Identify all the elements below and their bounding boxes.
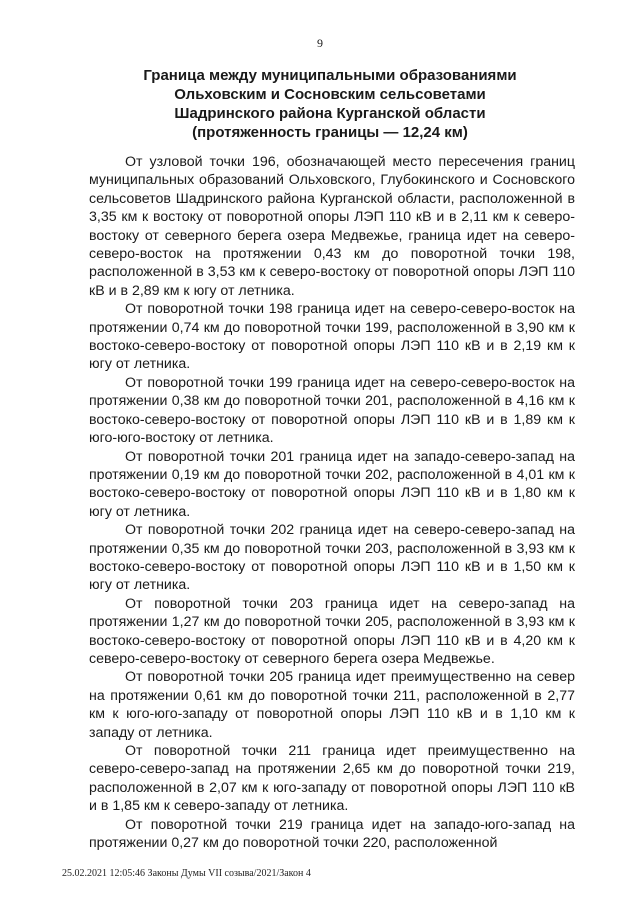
paragraph: От узловой точки 196, обозначающей место пересечения границ муниципальных образований Ольховского, Глубокинского и Сосновского сельсоветов Шадринского района Курганской области, расположенной в 3,35 км к востоку от поворотной опоры ЛЭП 110 кВ и в 2,11 км к северо-востоку от северного берега озера Медвежье, граница идет на северо-северо-восток на протяжении 0,43 км до поворотной точки 198, расположенной в 3,53 км к северо-востоку от поворотной опоры ЛЭП 110 кВ и в 2,89 км к югу от летника. (89, 154, 575, 299)
paragraph: От поворотной точки 198 граница идет на северо-северо-восток на протяжении 0,74 км до поворотной точки 199, расположенной в 3,90 км к востоко-северо-востоку от поворотной опоры ЛЭП 110 кВ и в 2,19 км к югу от летника. (89, 301, 575, 373)
paragraph: От поворотной точки 203 граница идет на северо-запад на протяжении 1,27 км до поворотной точки 205, расположенной в 3,93 км к востоко-северо-востоку от поворотной опоры ЛЭП 110 кВ и в 4,20 км к северо-северо-востоку от северного берега озера Медвежье. (89, 595, 575, 667)
document-title (70, 66, 590, 142)
title-line: Граница между муниципальными образованиями (143, 67, 517, 84)
paragraph: От поворотной точки 205 граница идет преимущественно на север на протяжении 0,61 км до поворотной точки 211, расположенной в 2,77 км к юго-юго-западу от поворотной опоры ЛЭП 110 кВ и в 1,10 км к западу от летника. (89, 669, 575, 741)
title-line: Шадринского района Курганской области (174, 105, 486, 122)
paragraph: От поворотной точки 201 граница идет на западо-северо-запад на протяжении 0,19 км до поворотной точки 202, расположенной в 4,01 км к востоко-северо-востоку от поворотной опоры ЛЭП 110 кВ и в 1,80 км к югу от летника. (89, 448, 575, 520)
paragraph: От поворотной точки 219 граница идет на западо-юго-запад на протяжении 0,27 км до поворотной точки 220, расположенной (89, 816, 575, 852)
paragraph: От поворотной точки 199 граница идет на северо-северо-восток на протяжении 0,38 км до поворотной точки 201, расположенной в 4,16 км к востоко-северо-востоку от поворотной опоры ЛЭП 110 кВ и в 1,89 км к юго-юго-востоку от летника. (89, 374, 575, 447)
footer-stamp: 25.02.2021 12:05:46 Законы Думы VII созыва/2021/Закон 4 (62, 868, 311, 879)
document-body (89, 153, 575, 852)
paragraph: От поворотной точки 202 граница идет на северо-северо-запад на протяжении 0,35 км до поворотной точки 203, расположенной в 3,93 км к востоко-северо-востоку от поворотной опоры ЛЭП 110 кВ и в 1,50 км к югу от летника. (89, 522, 575, 594)
page-number: 9 (317, 36, 323, 50)
title-line: (протяженность границы — 12,24 км) (192, 124, 468, 141)
paragraph: От поворотной точки 211 граница идет преимущественно на северо-северо-запад на протяжении 2,65 км до поворотной точки 219, расположенной в 2,07 км к юго-западу от поворотной опоры ЛЭП 110 кВ и в 1,85 км к северо-западу от летника. (89, 743, 575, 815)
title-line: Ольховским и Сосновским сельсоветами (174, 86, 486, 103)
